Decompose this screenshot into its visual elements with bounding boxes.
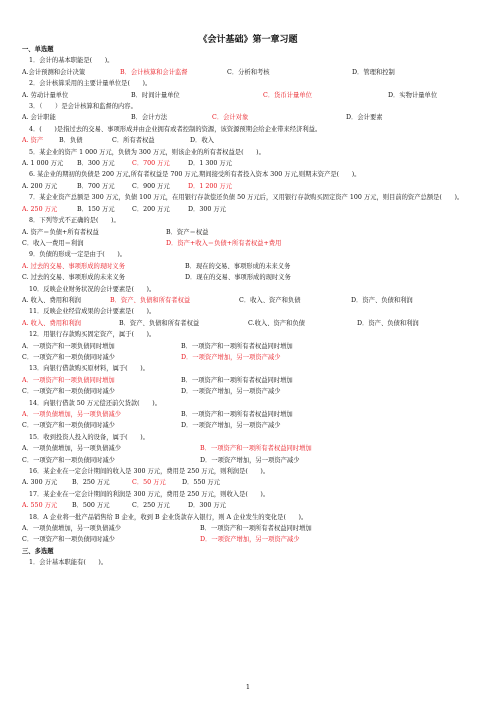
option-c: C．分析和考核 xyxy=(227,68,270,76)
section-heading-single-choice: 一、单选题 xyxy=(22,46,54,53)
question-14-options-row1 xyxy=(22,409,484,420)
question-3-options xyxy=(22,112,484,123)
option-b: B．一项资产和一项所有者权益同时增加 xyxy=(181,376,293,384)
option-d: D．一项资产增加，另一项资产减少 xyxy=(200,456,300,464)
question-11-options xyxy=(22,318,484,329)
option-a-answer: A. 550 万元 xyxy=(22,502,58,510)
option-a: A. 收入、费用和利润 xyxy=(22,296,81,304)
option-b-answer: B．一项资产和一项所有者权益同时增加 xyxy=(200,445,312,453)
question-6: 6. 某企业的期初的负债是 200 万元,所有者权益是 700 万元,期间接受所有者投入资本 300 万元,则期末资产是( )。 xyxy=(29,171,361,179)
question-8-options-row1 xyxy=(22,227,484,238)
question-15-options-row1 xyxy=(22,443,484,454)
question-17: 17．某企业在一定会计期间的利润是 300 万元，费用是 250 万元，则收入是( )。 xyxy=(29,490,270,498)
question-14-options-row2 xyxy=(22,420,484,431)
question-16-options xyxy=(22,477,484,488)
question-2-options xyxy=(22,90,484,101)
option-a-answer: A. 收入、费用和利润 xyxy=(22,319,81,327)
question-3: 3．（ ）是会计核算和监督的内容。 xyxy=(29,103,137,111)
option-a-answer: A. 资产 xyxy=(22,137,44,145)
option-b-answer: B．资产、负债和所有者权益 xyxy=(110,296,191,304)
option-c: C．900 万元 xyxy=(132,182,170,190)
option-d-answer: D．资产+收入＝负债+所有者权益+费用 xyxy=(166,239,282,247)
option-a: A.会计预测和会计决策 xyxy=(22,68,86,76)
option-b: B．300 万元 xyxy=(77,160,115,168)
option-d: D．管理和控制 xyxy=(352,68,395,76)
question-7-options xyxy=(22,204,484,215)
option-d: D．实物计量单位 xyxy=(388,91,438,99)
question-4-options xyxy=(22,135,484,146)
question-12-options-row2 xyxy=(22,352,484,363)
option-d: D．资产、负债和利润 xyxy=(357,319,419,327)
question-12: 12．用银行存款购买固定资产，属于( )。 xyxy=(29,331,156,339)
option-c: C．一项资产和一项负债同时减少 xyxy=(22,353,115,361)
option-a: A. 会计职能 xyxy=(22,114,56,122)
page-number: 1 xyxy=(245,683,251,691)
option-c: C．一项资产和一项负债同时减少 xyxy=(22,456,115,464)
question-5: 5．某企业的资产 1 000 万元，负债为 300 万元，则该企业的所有者权益是( )。 xyxy=(29,148,265,156)
option-c: C．200 万元 xyxy=(132,205,170,213)
section-heading-multiple-choice: 三、多选题 xyxy=(22,547,54,555)
option-c: C．一项资产和一项负债同时减少 xyxy=(22,422,115,430)
option-d: D．550 万元 xyxy=(182,479,220,487)
question-12-options-row1 xyxy=(22,341,484,352)
option-b: B．负债 xyxy=(59,137,83,145)
question-8: 8．下列等式不正确的是( )。 xyxy=(29,217,120,225)
option-a: A．一项资产和一项负债同时增加 xyxy=(22,342,115,350)
option-a: A. 劳动计量单位 xyxy=(22,91,69,99)
option-d: D．资产、负债和利润 xyxy=(351,296,413,304)
option-a-answer: A. 过去的交易、事项形成的现时义务 xyxy=(22,262,126,270)
option-d: D．一项资产增加，另一项资产减少 xyxy=(181,388,281,396)
option-c: C．一项资产和一项负债同时减少 xyxy=(22,388,115,396)
question-10: 10．反映企业财务状况的会计要素是( )。 xyxy=(29,285,156,293)
multi-question-1: 1．会计基本职能有( )。 xyxy=(29,559,108,567)
option-d-answer: D．一项资产增加，另一项资产减少 xyxy=(181,353,281,361)
question-1: 1．会计的基本职能是( )。 xyxy=(29,57,114,65)
question-15: 15．收到投资人投入的设备，属于( )。 xyxy=(29,433,149,441)
option-b: B．资产＝权益 xyxy=(166,228,209,236)
option-a: A．一项负债增加，另一项负债减少 xyxy=(22,525,122,533)
option-a: A. 资产＝负债+所有者权益 xyxy=(22,228,99,236)
question-14: 14．向银行借款 50 万元偿还前欠货款( )。 xyxy=(29,399,161,407)
option-b: B．时间计量单位 xyxy=(131,91,180,99)
option-d: D．收入 xyxy=(190,137,214,145)
question-2: 2．会计核算采用的主要计量单位是( )。 xyxy=(29,80,152,88)
option-c-answer: C．货币计量单位 xyxy=(263,91,312,99)
option-d-answer: D．一项资产增加，另一项资产减少 xyxy=(200,536,300,544)
question-18-options-row1 xyxy=(22,523,484,534)
option-c: C．收入、资产和负债 xyxy=(239,296,301,304)
option-b: B．一项资产和一项所有者权益同时增加 xyxy=(181,411,293,418)
option-b: B．500 万元 xyxy=(72,502,110,510)
option-b: B．资产、负债和所有者权益 xyxy=(119,319,200,327)
option-c: C．收入一费用＝利润 xyxy=(22,239,84,247)
question-4: 4．( )是指过去的交易、事项形成并由企业拥有或者控制的资源，该资源预期会给企业带来经济利益。 xyxy=(29,125,322,133)
question-13-options-row2 xyxy=(22,386,484,397)
option-c: C．一项资产和一项负债同时减少 xyxy=(22,536,115,544)
question-18-options-row2 xyxy=(22,534,484,545)
option-b: B．700 万元 xyxy=(77,182,115,190)
option-a: A. 200 万元 xyxy=(22,182,58,190)
option-d: D．会计要素 xyxy=(346,114,383,122)
option-a: A. 1 000 万元 xyxy=(22,160,64,168)
option-b: B．现在的交易、事项形成的未来义务 xyxy=(185,262,291,270)
option-b-answer: B．会计核算和会计监督 xyxy=(120,68,188,76)
question-5-options xyxy=(22,158,484,169)
option-c-answer: C．会计对象 xyxy=(212,114,249,122)
option-d: D．300 万元 xyxy=(188,502,226,510)
option-c-answer: C．50 万元 xyxy=(132,479,166,487)
option-b: B．一项资产和一项所有者权益同时增加 xyxy=(181,342,293,350)
option-a-answer: A. 250 万元 xyxy=(22,205,58,213)
question-10-options xyxy=(22,295,484,306)
option-b: B．一项资产和一项所有者权益同时增加 xyxy=(200,525,312,533)
option-a-answer: A．一项负债增加，另一项负债减少 xyxy=(22,411,122,418)
option-d: D．一项资产增加，另一项资产减少 xyxy=(181,422,281,430)
option-d: D．1 300 万元 xyxy=(188,160,232,168)
option-a: A. 300 万元 xyxy=(22,479,58,487)
option-d: D．300 万元 xyxy=(188,205,226,213)
document-title: 《会计基础》第一章习题 xyxy=(198,35,298,45)
option-c: C.收入、资产和负债 xyxy=(248,319,305,327)
option-c-answer: C．700 万元 xyxy=(132,160,170,168)
option-d: D．现在的交易、事项形成的现时义务 xyxy=(185,274,291,282)
question-16: 16．某企业在一定会计期间的收入是 300 万元，费用是 250 万元，则利润是( )。 xyxy=(29,468,270,476)
question-1-options xyxy=(22,67,484,78)
option-b: B．150 万元 xyxy=(77,205,115,213)
question-9-options-row2 xyxy=(22,272,484,283)
option-d-answer: D．1 200 万元 xyxy=(188,182,232,190)
question-9: 9．负债的形成一定是由于( )。 xyxy=(29,251,127,259)
option-b: B．250 万元 xyxy=(72,479,110,487)
option-c: C. 过去的交易、事项形成的未来义务 xyxy=(22,274,126,282)
question-8-options-row2 xyxy=(22,238,484,249)
question-15-options-row2 xyxy=(22,455,484,466)
option-a-answer: A．一项资产和一项负债同时增加 xyxy=(22,376,115,384)
question-7: 7．某企业资产总额是 300 万元，负债 100 万元，在用银行存款偿还负债 50 万元后，又用银行存款购买固定资产 100 万元，则目前的资产总额是( )。 xyxy=(29,194,464,202)
option-c: C．250 万元 xyxy=(132,502,170,510)
option-b: B．会计方法 xyxy=(131,114,168,122)
question-list xyxy=(22,44,484,569)
option-a: A．一项负债增加，另一项负债减少 xyxy=(22,445,122,453)
question-17-options xyxy=(22,500,484,511)
option-c: C．所有者权益 xyxy=(112,137,155,145)
question-6-options xyxy=(22,181,484,192)
question-18: 18．A 企业将一批产品销售给 B 企业，收到 B 企业货款存入银行，则 A 企业发生的变化是( )。 xyxy=(29,513,308,521)
question-9-options-row1 xyxy=(22,261,484,272)
question-13: 13．向银行借款购买原材料，属于( )。 xyxy=(29,365,149,373)
question-11: 11．反映企业经营成果的会计要素是( )。 xyxy=(29,308,156,316)
question-13-options-row1 xyxy=(22,375,484,386)
